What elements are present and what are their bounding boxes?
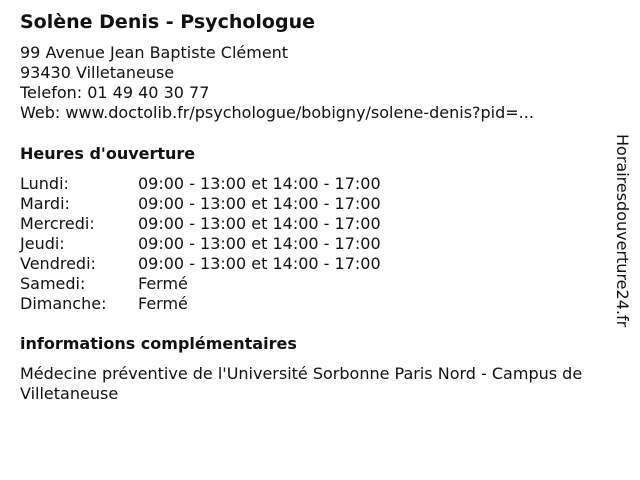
day-label: Dimanche:	[20, 294, 107, 313]
day-label: Jeudi:	[20, 234, 65, 253]
phone-number[interactable]: Telefon: 01 49 40 30 77	[20, 83, 210, 102]
day-label: Samedi:	[20, 274, 86, 293]
hours-row-tuesday	[20, 194, 440, 214]
hours-row-thursday	[20, 234, 440, 254]
hours-value: Fermé	[138, 294, 188, 313]
street-address: 99 Avenue Jean Baptiste Clément	[20, 43, 289, 62]
hours-row-saturday	[20, 274, 440, 294]
opening-hours-heading: Heures d'ouverture	[20, 144, 196, 163]
hours-value: 09:00 - 13:00 et 14:00 - 17:00	[138, 234, 381, 253]
postal-city: 93430 Villetaneuse	[20, 63, 175, 82]
opening-hours-table	[20, 174, 440, 314]
hours-row-monday	[20, 174, 440, 194]
hours-row-wednesday	[20, 214, 440, 234]
additional-info-text: Médecine préventive de l'Université Sorbonne Paris Nord - Campus de Villetaneuse	[20, 364, 583, 403]
day-label: Mercredi:	[20, 214, 95, 233]
website-link[interactable]: Web: www.doctolib.fr/psychologue/bobigny/solene-denis?pid=...	[20, 103, 534, 122]
hours-row-friday	[20, 254, 440, 274]
hours-value: Fermé	[138, 274, 188, 293]
hours-value: 09:00 - 13:00 et 14:00 - 17:00	[138, 174, 381, 193]
business-name: Solène Denis - Psychologue	[20, 11, 315, 33]
address-block	[20, 43, 534, 123]
hours-value: 09:00 - 13:00 et 14:00 - 17:00	[138, 214, 381, 233]
hours-row-sunday	[20, 294, 440, 314]
day-label: Vendredi:	[20, 254, 96, 273]
hours-value: 09:00 - 13:00 et 14:00 - 17:00	[138, 254, 381, 273]
hours-value: 09:00 - 13:00 et 14:00 - 17:00	[138, 194, 381, 213]
additional-info-heading: informations complémentaires	[20, 334, 297, 353]
day-label: Lundi:	[20, 174, 69, 193]
day-label: Mardi:	[20, 194, 70, 213]
site-watermark: Horairesdouverture24.fr	[613, 134, 632, 328]
